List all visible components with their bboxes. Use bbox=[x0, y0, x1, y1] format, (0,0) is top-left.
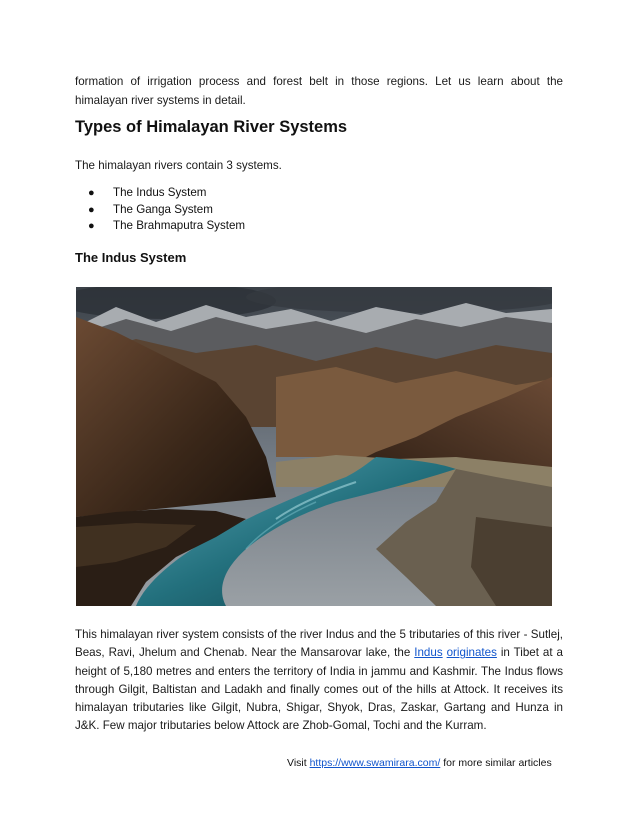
indus-link[interactable]: Indus bbox=[414, 646, 443, 660]
indus-river-valley-photo bbox=[76, 287, 552, 606]
originates-link[interactable]: originates bbox=[446, 646, 497, 660]
systems-intro-paragraph: The himalayan rivers contain 3 systems. bbox=[75, 159, 282, 172]
bullet-icon: ● bbox=[88, 220, 95, 232]
list-item-label: The Indus System bbox=[113, 186, 207, 199]
subsection-title: The Indus System bbox=[75, 250, 187, 265]
list-item bbox=[75, 185, 245, 202]
indus-description-paragraph bbox=[75, 626, 563, 736]
bullet-icon: ● bbox=[88, 187, 95, 199]
section-title: Types of Himalayan River Systems bbox=[75, 118, 348, 136]
list-item-label: The Brahmaputra System bbox=[113, 219, 246, 232]
footer-link[interactable]: https://www.swamirara.com/ bbox=[309, 757, 441, 769]
footer-prefix: Visit bbox=[287, 757, 310, 769]
list-item-label: The Ganga System bbox=[113, 202, 213, 216]
list-item bbox=[75, 218, 245, 235]
footer bbox=[287, 757, 552, 769]
bullet-icon: ● bbox=[88, 203, 95, 216]
intro-paragraph: formation of irrigation process and forest belt in those regions. Let us learn about the himalayan river systems in detail. bbox=[75, 75, 563, 107]
systems-list bbox=[75, 185, 245, 235]
footer-suffix: for more similar articles bbox=[440, 757, 552, 769]
body-text: This himalayan river system consists of the river Indus and the 5 tributaries of this river - Sutlej, Beas, Ravi, Jhelum and Chenab. Near the Mansarovar lake, the bbox=[75, 628, 563, 660]
body-text: in Tibet at a height of 5,180 metres and enters the territory of India in jammu and Kashmir. The Indus flows through Gilgit, Baltistan and Ladakh and finally comes out of the hills at Attock. It receives its himalayan tributaries like Gilgit, Nubra, Shigar, Shyok, Dras, Zaskar, Gartang and Hunza in J&K. Few major tributaries below Attock are Zhob-Gomal, Tochi and the Kurram. bbox=[75, 646, 563, 733]
list-item bbox=[75, 202, 245, 219]
